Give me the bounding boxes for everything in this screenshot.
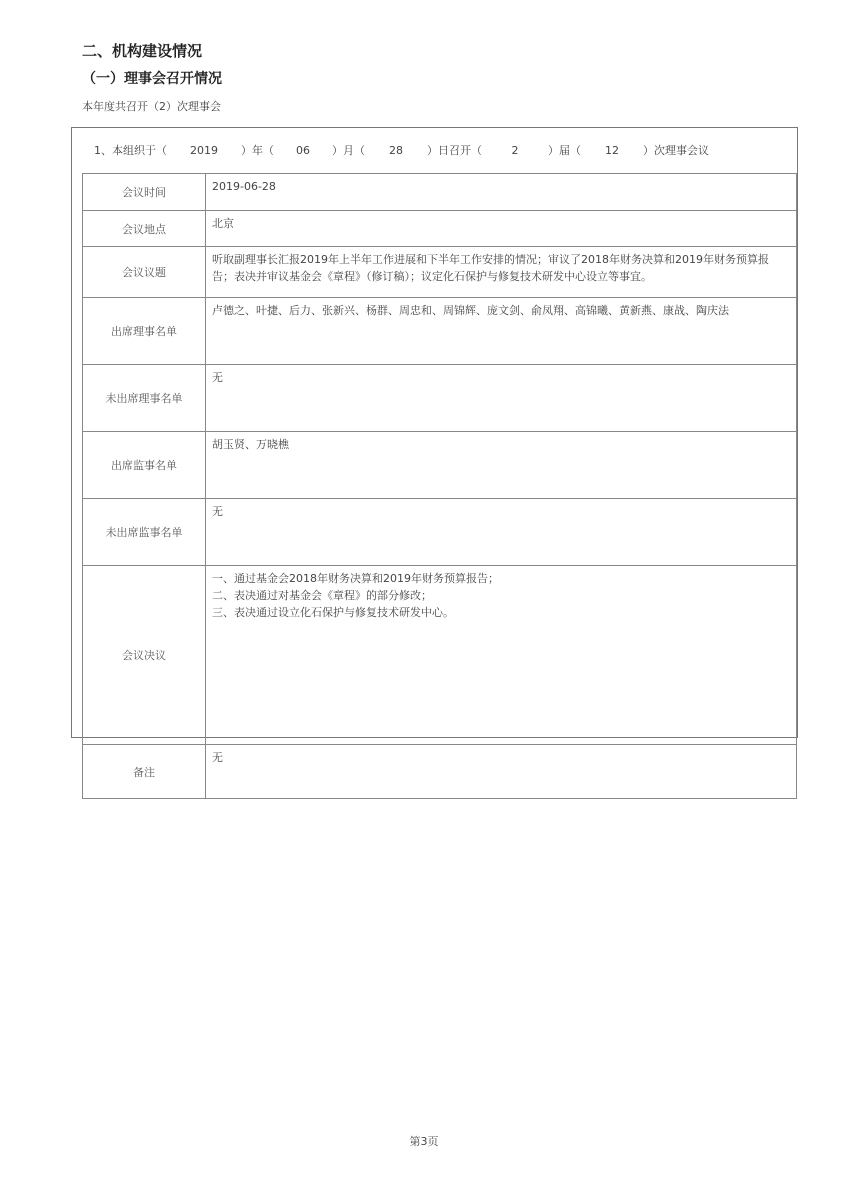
supervisors-absent-value: 无 bbox=[206, 499, 797, 566]
table-row bbox=[83, 365, 797, 432]
meeting-details-table bbox=[82, 173, 797, 799]
place-label: 会议地点 bbox=[83, 211, 206, 247]
supervisors-absent-label: 未出席监事名单 bbox=[83, 499, 206, 566]
table-row bbox=[83, 499, 797, 566]
table-row bbox=[83, 432, 797, 499]
table-row bbox=[83, 566, 797, 745]
meeting-count-summary: 本年度共召开（2）次理事会 bbox=[82, 100, 221, 113]
header-term: 2 bbox=[511, 144, 519, 157]
header-day: 28 bbox=[389, 144, 403, 157]
supervisors-present-value: 胡玉贤、万晓樵 bbox=[206, 432, 797, 499]
time-value: 2019-06-28 bbox=[206, 174, 797, 211]
remarks-value: 无 bbox=[206, 745, 797, 799]
meeting-header-line bbox=[94, 142, 709, 158]
section-title: 二、机构建设情况 bbox=[82, 42, 203, 60]
resolution-item: 三、表决通过设立化石保护与修复技术研发中心。 bbox=[212, 606, 454, 620]
header-session: 12 bbox=[605, 144, 619, 157]
header-month: 06 bbox=[296, 144, 310, 157]
header-day-suffix: ）日召开（ bbox=[427, 144, 482, 157]
time-label: 会议时间 bbox=[83, 174, 206, 211]
header-term-suffix: ）届（ bbox=[548, 144, 581, 157]
header-prefix: 1、本组织于（ bbox=[94, 144, 167, 157]
header-month-suffix: ）月（ bbox=[332, 144, 365, 157]
header-year-suffix: ）年（ bbox=[241, 144, 274, 157]
header-year: 2019 bbox=[190, 144, 218, 157]
topics-value: 听取副理事长汇报2019年上半年工作进展和下半年工作安排的情况；审议了2018年财务决算和2019年财务预算报告；表决并审议基金会《章程》（修订稿）；议定化石保护与修复技术研发中心设立等事宜。 bbox=[206, 247, 797, 298]
header-session-suffix: ）次理事会议 bbox=[643, 144, 709, 157]
remarks-label: 备注 bbox=[83, 745, 206, 799]
meeting-record-card bbox=[71, 127, 798, 779]
directors-present-value: 卢德之、叶捷、后力、张新兴、杨群、周忠和、周锦辉、庞文剑、俞凤翔、高锦曦、黄新燕、康战、陶庆法 bbox=[206, 298, 797, 365]
table-row bbox=[83, 298, 797, 365]
table-row bbox=[83, 211, 797, 247]
resolutions-value bbox=[206, 566, 797, 745]
page-number: 第3页 bbox=[409, 1135, 439, 1148]
table-row bbox=[83, 247, 797, 298]
directors-absent-value: 无 bbox=[206, 365, 797, 432]
resolution-item: 一、通过基金会2018年财务决算和2019年财务预算报告； bbox=[212, 572, 499, 585]
resolution-item: 二、表决通过对基金会《章程》的部分修改； bbox=[212, 589, 432, 603]
resolutions-label: 会议决议 bbox=[83, 566, 206, 745]
directors-absent-label: 未出席理事名单 bbox=[83, 365, 206, 432]
subsection-title: （一）理事会召开情况 bbox=[82, 71, 222, 87]
table-row bbox=[83, 174, 797, 211]
topics-label: 会议议题 bbox=[83, 247, 206, 298]
supervisors-present-label: 出席监事名单 bbox=[83, 432, 206, 499]
directors-present-label: 出席理事名单 bbox=[83, 298, 206, 365]
table-row bbox=[83, 745, 797, 799]
place-value: 北京 bbox=[206, 211, 797, 247]
